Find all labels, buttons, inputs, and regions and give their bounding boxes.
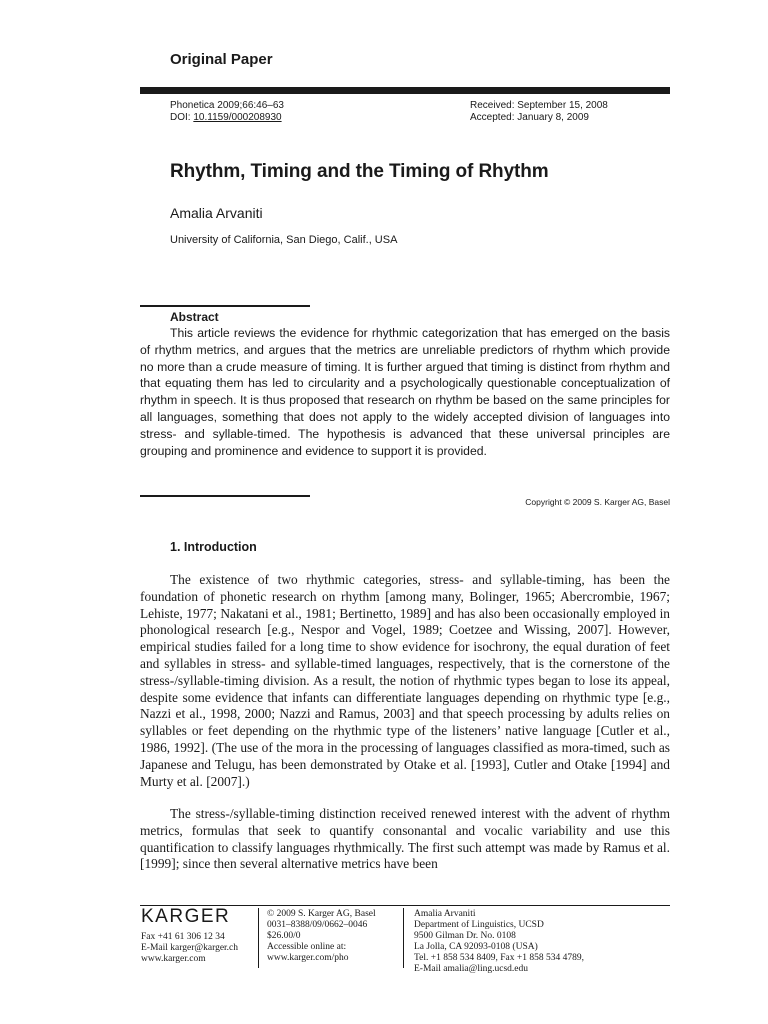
doi-link[interactable]: 10.1159/000208930 xyxy=(193,112,282,123)
paper-type-label: Original Paper xyxy=(170,51,273,68)
correspondence-street: 9500 Gilman Dr. No. 0108 xyxy=(414,931,516,941)
publisher-website: www.karger.com xyxy=(141,954,206,964)
doi-label: DOI: xyxy=(170,112,194,123)
publication-issn: 0031–8388/09/0662–0046 xyxy=(267,920,368,930)
body-paragraph: The stress-/syllable-timing distinction received renewed interest with the advent of rhythm metrics, formulas that seek to quantify consonantal and vocalic variability and use this quantification to classify languages rhythmically. The first such attempt was made by Ramus et al. [1999]; since then several alternative metrics have been xyxy=(140,806,670,872)
correspondence-department: Department of Linguistics, UCSD xyxy=(414,920,544,930)
dates-block xyxy=(470,100,608,124)
correspondence-email: E-Mail amalia@ling.ucsd.edu xyxy=(414,964,529,974)
publication-copyright: © 2009 S. Karger AG, Basel xyxy=(267,909,376,919)
footer-divider xyxy=(258,908,259,968)
correspondence-city: La Jolla, CA 92093-0108 (USA) xyxy=(414,942,538,952)
article-title: Rhythm, Timing and the Timing of Rhythm xyxy=(170,161,549,182)
correspondence-address xyxy=(414,909,584,975)
correspondence-name: Amalia Arvaniti xyxy=(414,909,476,919)
publication-info xyxy=(267,909,376,964)
footer-divider xyxy=(403,908,404,968)
author-affiliation: University of California, San Diego, Calif., USA xyxy=(170,234,398,246)
doi-line xyxy=(170,112,284,124)
publisher-contact xyxy=(141,932,238,965)
karger-logo: KARGER xyxy=(141,906,231,927)
publication-price: $26.00/0 xyxy=(267,931,301,941)
copyright-notice: Copyright © 2009 S. Karger AG, Basel xyxy=(525,497,670,507)
journal-reference: Phonetica 2009;66:46–63 xyxy=(170,100,284,111)
publication-access-url: www.karger.com/pho xyxy=(267,953,349,963)
received-date: Received: September 15, 2008 xyxy=(470,100,608,111)
abstract-bottom-rule xyxy=(140,495,310,497)
abstract-text: This article reviews the evidence for rhythmic categorization that has emerged on the basis of rhythm metrics, and argues that the metrics are unreliable predictors of rhythm which provide no more than a crude measure of timing. It is further argued that timing is distinct from rhythm and that equating them has led to circularity and a psychologically questionable conceptualization of rhythm in speech. It is thus proposed that research on rhythm be based on the same principles for all languages, something that does not apply to the widely accepted division of languages into stress- and syllable-timed. The hypothesis is advanced that these universal principles are grouping and prominence and evidence to support it is provided. xyxy=(140,326,670,458)
accepted-date: Accepted: January 8, 2009 xyxy=(470,112,589,123)
citation-block xyxy=(170,100,284,124)
section-heading-introduction: 1. Introduction xyxy=(170,540,257,554)
body-paragraph: The existence of two rhythmic categories, stress- and syllable-timing, has been the foundation of phonetic research on rhythm [among many, Bolinger, 1965; Abercrombie, 1967; Lehiste, 1977; Nakatani et al., 1981; Bertinetto, 1989] and has also been occasionally employed in phonological research [e.g., Nespor and Vogel, 1989; Coetzee and Wissing, 2007]. However, empirical studies failed for a long time to show evidence for isochrony, the equal duration of feet and syllables in stress- and syllable-timed languages, respectively, that is the cornerstone of the stress-/syllable-timing division. As a result, the notion of rhythmic types began to lose its appeal, despite some evidence that infants can differentiate languages depending on rhythmic type [e.g., Nazzi et al., 1998, 2000; Nazzi and Ramus, 2003] and that speech processing by adults relies on syllables or feet depending on the rhythmic type of the listeners’ native language [Cutler et al., 1986, 1992]. (The use of the mora in the processing of languages classified as mora-timed, such as Japanese and Telugu, has been demonstrated by Otake et al. [1993], Cutler and Otake [1994] and Murty et al. [2007].) xyxy=(140,572,670,789)
abstract-heading: Abstract xyxy=(170,310,219,324)
publisher-email: E-Mail karger@karger.ch xyxy=(141,943,239,953)
publisher-fax: Fax +41 61 306 12 34 xyxy=(141,932,225,942)
abstract-top-rule xyxy=(140,305,310,307)
author-name: Amalia Arvaniti xyxy=(170,205,263,221)
publication-access-label: Accessible online at: xyxy=(267,942,347,952)
correspondence-phone: Tel. +1 858 534 8409, Fax +1 858 534 4789, xyxy=(414,953,584,963)
header-rule xyxy=(140,87,670,94)
